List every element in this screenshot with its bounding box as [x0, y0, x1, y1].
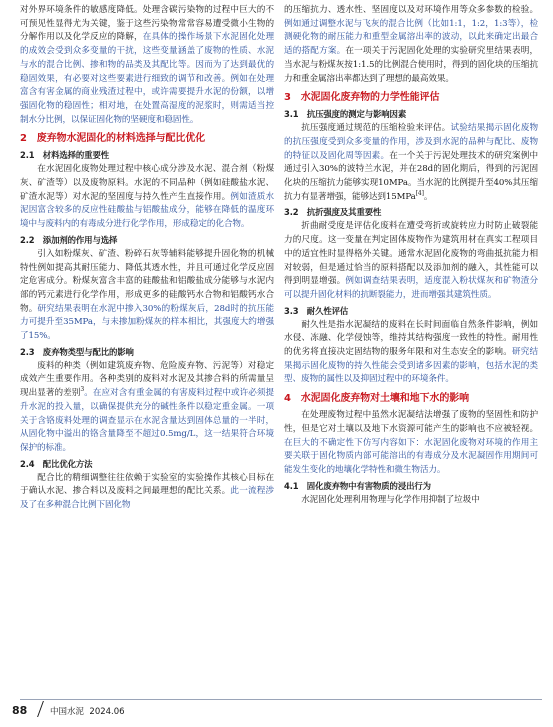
paragraph: 在水泥固化废物处理过程中核心成分涉及水泥、混合剂（粉煤灰、矿渣等）以及废物原料。水泥的不同品种（例如硅酸盐水泥、矿渣水泥等）对水泥的坚固度与持久性产生直接作用。例如渣质水泥因富含较多的反应性硅酸盐与铝酸盐成分，能够在降低的温度环境中与废料内的有毒成分进行化学作用，形成稳定的化合物。	[20, 164, 274, 230]
paragraph: 配合比的精细调整往往依赖于实验室的实验操作其核心目标在于确认水泥、掺合料以及废料之间最理想的配比关系。此一流程涉及了在多种混合比例下固化物	[20, 472, 274, 511]
page-footer	[12, 699, 542, 721]
paragraph: 耐久性是指水泥凝结的废料在长时间面临自然条件影响，例如水侵、冻融、化学侵蚀等，维持其结构强度一致性的特性。耐用性的优劣将直接决定固结物的服务年限和对生态安全的影响。研究结果揭示固化废物的持久性能会受到诸多因素的影响，包括水泥的类型、废物的属性以及抑固过程中的环境条件。	[284, 319, 538, 385]
paragraph: 抗压强度通过规范的压缩检验来评估。试验结果揭示固化废物的抗压强度受到众多变量的作用，涉及到水泥的品种与配比、废物的特征以及固化周等因素。在一个关于污泥处理技术的研究案例中通过引入30%的波特兰水泥，并在28d的固化期后，得到的污泥固化块的压缩抗力能够实现10MPa。当水泥的比例提升至40%其压缩抗力有显著增强，能够达到15MPa[4]。	[284, 123, 538, 202]
section-heading-3: 3 水泥固化废弃物的力学性能评估	[284, 92, 440, 104]
paragraph: 水泥固化处理利用物理与化学作用抑制了垃圾中	[301, 494, 480, 505]
paragraph: 对外界环境条件的敏感度降低。处理含碳污染物的过程中巨大的不可预见性显得尤为关键，鉴于这些污染物常常容易遭受微小生物的分解作用以及化学反应的降解，在具体的操作场景下水泥固化处理的成效会受到众多变量的干扰，这些变量涵盖了废物的性质、水泥与水的混合比例、掺和物的品类及其配比等。因而为了达到最优的稳固效果，有必要对这些要素进行细致的调节和改善。例如在处理富含有害金属的商业残渣过程中，或许需要提升水泥的份额，以增强固化物的稳固性；相对地，在处置高湿度的泥浆时，则需适当控制水分比例，以保证固化物的坚硬度和稳固性。	[20, 5, 274, 125]
page-number: 88	[12, 704, 28, 717]
section-heading-4: 4 水泥固化废弃物对土壤和地下水的影响	[284, 393, 470, 405]
subsection-heading-3-2: 3.2 抗折强度及其重要性	[284, 207, 382, 218]
citation-ref: 3	[80, 386, 85, 394]
paragraph: 的压缩抗力、透水性、坚固度以及对环境作用等众多参数的检验。例如通过调整水泥与飞灰的混合比例（比如1:1，1:2，1:3等），检测硬化物的耐压能力和重型金属溶出率的波动，以此来确定出最合适的搭配方案。在一项关于污泥固化处理的实验研究里结果表明，当水泥与粉煤灰按1:1.5的比例混合使用时，得到的固化块的压缩抗力和重金属溶出率都达到了理想的最高效果。	[284, 5, 538, 84]
left-column	[20, 4, 274, 690]
subsection-heading-2-1: 2.1 材料选择的重要性	[20, 150, 110, 161]
paragraph: 废料的种类（例如建筑废弃物、危险废弃物、污泥等）对稳定成效产生重要作用。各种类别的废料对水泥及其掺合料的所需量呈现出显著的差别$^3$。在应对含有重金属的有害废料过程中或许必须提升水泥的投入量，以确保提供充分的碱性条件以稳定重金属。一项关于含铬废料处理的调查显示在水泥含量达到固体总量的一半时，从固化物中溢出的铬含量降至不超过0.5mg/L，这一结果符合环境保护的标准。	[20, 360, 274, 453]
journal-title: 中国水泥	[50, 707, 85, 717]
subsection-heading-3-3: 3.3 耐久性评估	[284, 305, 349, 316]
footer-rule	[20, 699, 542, 700]
citation-ref: [4]	[415, 189, 424, 197]
journal-name	[50, 705, 125, 717]
subsection-heading-2-4: 2.4 配比优化方法	[20, 458, 93, 469]
slash-divider	[37, 701, 44, 717]
subsection-heading-2-2: 2.2 添加剂的作用与选择	[20, 234, 118, 245]
paragraph: 在处理废物过程中虽然水泥凝结法增强了废物的坚固性和防护性，但是它对土壤以及地下水资源可能产生的影响也不应被轻视。在巨大的不确定性下仿写内容如下：水泥固化废物对环境的作用主要关联于固化物质内部可能溶出的有毒成分及水泥凝固作用期间可能发生变化的地壤化学特性和微生物活力。	[284, 410, 538, 475]
subsection-heading-3-1: 3.1 抗压强度的测定与影响因素	[284, 109, 407, 120]
subsection-heading-2-3: 2.3 废弃物类型与配比的影响	[20, 346, 134, 357]
right-column	[284, 4, 538, 690]
journal-issue: 2024.06	[89, 707, 125, 717]
subsection-heading-4-1: 4.1 固化废弃物中有害物质的浸出行为	[284, 480, 431, 491]
paragraph: 引入如粉煤灰、矿渣、粉碎石灰等辅料能够提升固化物的机械特性例如提高其耐压能力、降低其透水性，并且可通过化学反应固定危害成分。粉煤灰富含丰富的硅酸盐和铝酸盐成分能够与水泥内部的钙元素进行化学作用，形成更多的硅酸钙水合物和铝酸钙水合物。研究结果表明在水泥中掺入30%的粉煤灰后，28d时的抗压能力可提升至35MPa，与未掺加粉煤灰的样本相比，其强度大约增强了15%。	[20, 248, 274, 342]
paragraph: 折曲耐受度是评估化废料在遭受弯折或旋转应力时防止破裂能力的尺度。这一变量在判定固体废物作为建筑用材在真实工程项目中的适宜性时显得格外关键。通常水泥固化废物的弯曲抵抗能力相对较弱，但是通过恰当的原料搭配以及添加剂的融入，其性能可以得到明显增强。例如调查结果表明，适度混入粉状煤灰和矿物渣分可以提升固化材料的抗断裂能力，进而增强其建筑性质。	[284, 221, 538, 300]
section-heading-2: 2 废弃物水泥固化的材料选择与配比优化	[20, 133, 206, 145]
